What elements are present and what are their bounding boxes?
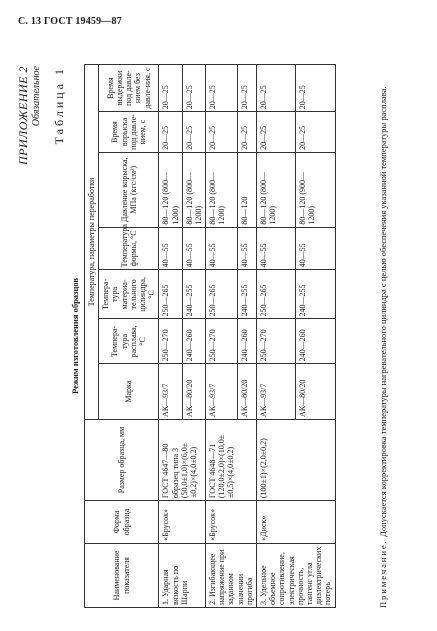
cell-grade: АК—80/20 — [237, 364, 256, 420]
cell-pressure: 80—120 — [237, 152, 256, 227]
cell-pressure: 80—120 (800—1200) — [257, 152, 296, 227]
col-mold-header: Температура формы, °С — [99, 227, 159, 270]
cell-hold: 20—25 — [206, 65, 238, 112]
cell-pressure: 80—120 (800—1200) — [206, 152, 238, 227]
note-label: Примечание. — [378, 539, 388, 608]
col-pressure-header: Давление впрыска, МПа (кгс/см²) — [99, 152, 159, 227]
cell-melt: 250—270 — [206, 319, 238, 364]
row-size: (100±1)×(2,0±0,2) — [257, 419, 336, 500]
cell-hold: 20—25 — [257, 65, 296, 112]
row-name: 1. Ударная вязкость по Шарпи — [159, 543, 206, 607]
col-inj-header: Время впрыска под давле-нием, с — [99, 112, 159, 153]
cell-grade: АК—93/7 — [159, 364, 182, 420]
cell-hold: 20—25 — [296, 65, 335, 112]
row-name: 2. Изгибающее напряжение при заданном значении прогиба — [206, 543, 257, 607]
cell-melt: 240—260 — [296, 319, 335, 364]
appendix-title: ПРИЛОЖЕНИЕ 2 — [16, 66, 30, 165]
cell-cyl: 250—265 — [257, 270, 296, 319]
process-table — [84, 64, 336, 608]
page-header: С. 13 ГОСТ 19459—87 — [18, 16, 122, 27]
cell-grade: АК—93/7 — [206, 364, 238, 420]
cell-grade: АК—80/20 — [296, 364, 335, 420]
note-text: Допускается корректировка температуры нагревательного цилиндра с целью обеспечения указанной температуры расплава. — [378, 86, 388, 537]
table-title: Режим изготовления образцов — [70, 278, 80, 394]
col-group-header: Температура, параметры переработки — [85, 65, 99, 420]
cell-inj: 20—25 — [206, 112, 238, 153]
rotated-content — [12, 60, 422, 612]
row-name: 3. Удельное объемное сопротивление, электрическая прочность, тангенс угла диэлектрических потерь — [257, 543, 336, 607]
cell-grade: АК—80/20 — [182, 364, 205, 420]
cell-inj: 20—25 — [257, 112, 296, 153]
appendix-subtitle: Обязательное — [31, 66, 42, 127]
cell-cyl: 250—265 — [159, 270, 182, 319]
cell-mold: 40—55 — [206, 227, 238, 270]
cell-grade: АК—93/7 — [257, 364, 296, 420]
col-cyl-header: Темпера-тура материа-тельного цилиндра, °С — [99, 270, 159, 319]
col-melt-header: Темпера-тура расплава, °С — [99, 319, 159, 364]
col-form-header: Форма образца — [85, 501, 159, 544]
cell-pressure: 80—120 (800—1200) — [182, 152, 205, 227]
cell-melt: 250—270 — [257, 319, 296, 364]
cell-mold: 40—55 — [159, 227, 182, 270]
cell-inj: 20—25 — [296, 112, 335, 153]
col-hold-header: Время выдержки под давле-нием без давле-ния, с — [99, 65, 159, 112]
table-row — [159, 65, 182, 608]
cell-hold: 20—25 — [237, 65, 256, 112]
table-row — [206, 65, 238, 608]
cell-mold: 40—55 — [237, 227, 256, 270]
cell-inj: 20—25 — [182, 112, 205, 153]
row-form: «Диск» — [257, 501, 336, 544]
cell-cyl: 240—255 — [296, 270, 335, 319]
col-grade-header: Марка — [99, 364, 159, 420]
cell-pressure: 80—120 (800—1200) — [159, 152, 182, 227]
cell-mold: 40—55 — [182, 227, 205, 270]
row-form: «Брусок» — [159, 501, 206, 544]
cell-cyl: 240—255 — [182, 270, 205, 319]
cell-hold: 20—25 — [182, 65, 205, 112]
row-form: «Брусок» — [206, 501, 257, 544]
col-name-header: Наименование показателя — [85, 543, 159, 607]
table-caption: Таблица 1 — [52, 66, 66, 145]
col-size-header: Размер образца, мм — [85, 419, 159, 500]
table-note — [378, 64, 389, 608]
appendix-heading — [16, 66, 42, 165]
cell-inj: 20—25 — [159, 112, 182, 153]
cell-mold: 40—55 — [296, 227, 335, 270]
cell-inj: 20—25 — [237, 112, 256, 153]
cell-melt: 240—260 — [182, 319, 205, 364]
table-row — [257, 65, 296, 608]
cell-melt: 240—260 — [237, 319, 256, 364]
cell-cyl: 240—255 — [237, 270, 256, 319]
row-size: ГОСТ 4648—71 (120,0±2,0)×(10,0± ±0,5)×(4,0±0,2) — [206, 419, 257, 500]
cell-melt: 250—270 — [159, 319, 182, 364]
cell-mold: 40—55 — [257, 227, 296, 270]
cell-hold: 20—25 — [159, 65, 182, 112]
cell-cyl: 250—265 — [206, 270, 238, 319]
cell-pressure: 80—120 (900—1200) — [296, 152, 335, 227]
row-size: ГОСТ 4647—80 образец типа 3 (50,0±1,0)×(6,0± ±0,2)×(4,0±0,2) — [159, 419, 206, 500]
